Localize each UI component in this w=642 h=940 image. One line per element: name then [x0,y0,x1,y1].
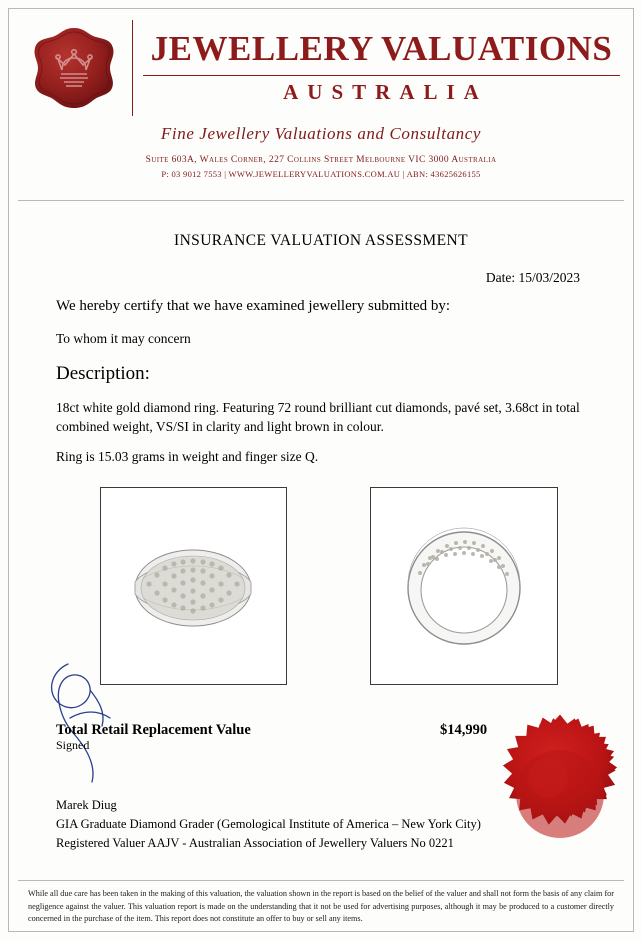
description-heading: Description: [56,363,150,384]
brand-tagline: Fine Jewellery Valuations and Consultancy [160,124,482,143]
header-top-row [18,20,624,116]
header-divider [132,20,133,116]
ring-weight-line: Ring is 15.03 grams in weight and finger size Q. [56,449,319,464]
document-date [486,270,580,286]
company-address: Suite 603A, Wales Corner, 227 Collins Street Melbourne VIC 3000 Australia [145,155,497,165]
signatory-block [56,796,481,852]
brand-title-rule [143,75,620,76]
signatory-credential-gia: GIA Graduate Diamond Grader (Gemological Institute of America – New York City) [56,816,481,831]
signatory-name: Marek Diug [56,798,117,812]
document-date-value: 15/03/2023 [518,270,580,285]
company-contact: P: 03 9012 7553 | WWW.JEWELLERYVALUATIONS.COM.AU | ABN: 43625626155 [161,169,481,179]
total-value-label: Total Retail Replacement Value [56,722,251,738]
wax-seal-crown-icon [18,20,130,116]
certification-statement: We hereby certify that we have examined jewellery submitted by: [56,298,451,314]
document-header [18,20,624,179]
ring-photo-front [100,487,287,685]
footer-disclaimer: While all due care has been taken in the making of this valuation, the valuation shown in the report is based on the belief of the valuer and shall not form the basis of any claim for negligence against the valuer. This valuation report is made on the understanding that it not be used for advertising purposes, although it may be produced to a customer directly concerned in the purchase of the item. This report does not constitute an offer to buy or sell any items. [28,889,614,924]
ring-photo-side [370,487,558,685]
signed-label: Signed [56,738,90,752]
page-title: INSURANCE VALUATION ASSESSMENT [174,232,468,249]
brand-title: JEWELLERY VALUATIONS [150,28,613,68]
red-starburst-stamp-icon [478,712,642,876]
submitted-by-value: To whom it may concern [56,331,191,346]
document-date-label: Date: [485,270,516,285]
signatory-credential-aajv: Registered Valuer AAJV - Australian Association of Jewellery Valuers No 0221 [56,835,454,850]
total-value-amount: $14,990 [440,722,488,738]
description-body: 18ct white gold diamond ring. Featuring 72 round brilliant cut diamonds, pavé set, 3.68ct in total combined weight, VS/SI in clarity and light brown in colour. [56,400,580,435]
header-bottom-rule [18,200,624,201]
footer-rule [18,880,624,881]
brand-subtitle: AUSTRALIA [283,80,488,105]
brand-title-block [143,28,624,106]
